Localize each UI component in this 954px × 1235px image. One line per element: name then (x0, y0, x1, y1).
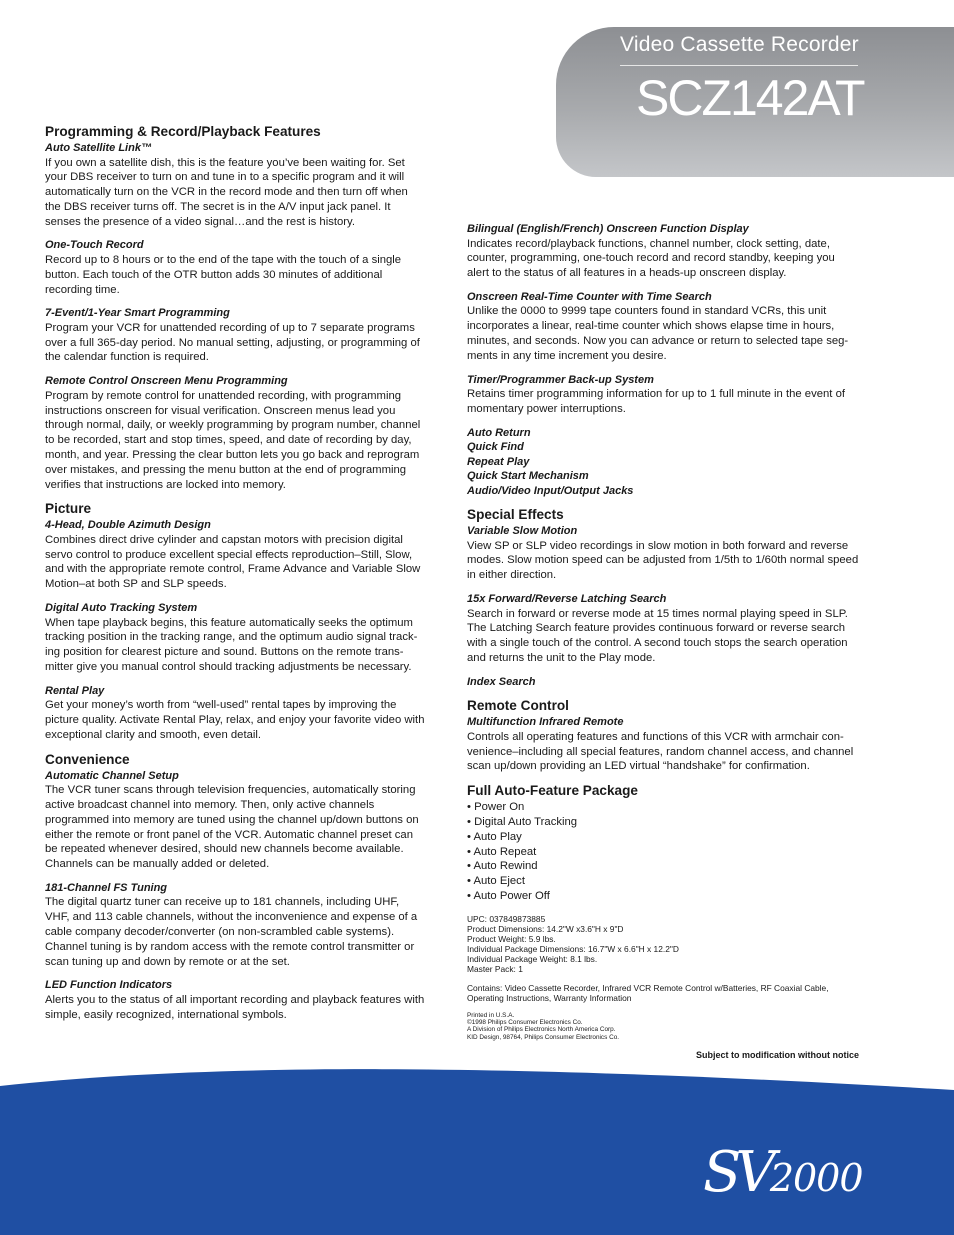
feature-text: The VCR tuner scans through television frequencies, automatically storing active broadcast channel into memory. Then, only active channels programmed into memory are tuned using the channel up/down buttons on either the remote or front panel of the VCR. Automatic channel preset can be repeated whenever desired, should new channels become available. Channels can be manually added or deleted. (45, 784, 419, 871)
feature-entry (45, 881, 425, 969)
list-item: • Auto Rewind (467, 860, 538, 873)
feature-entry (45, 374, 425, 492)
feature-title: Digital Auto Tracking System (45, 602, 198, 615)
feature-title-list (467, 426, 859, 499)
left-column (45, 124, 425, 1031)
print-credits (467, 1012, 859, 1041)
feature-title: Variable Slow Motion (467, 525, 578, 538)
product-category: Video Cassette Recorder (620, 33, 859, 56)
feature-title: Remote Control Onscreen Menu Programming (45, 375, 288, 388)
feature-title: Quick Start Mechanism (467, 470, 589, 483)
list-item: • Digital Auto Tracking (467, 815, 578, 828)
feature-entry (45, 518, 425, 592)
feature-title: Onscreen Real-Time Counter with Time Search (467, 290, 712, 303)
feature-title: Quick Find (467, 441, 524, 454)
feature-entry (467, 675, 859, 690)
feature-title: Rental Play (45, 684, 105, 697)
section-heading: Picture (45, 501, 92, 517)
feature-title: Multifunction Infrared Remote (467, 716, 624, 729)
list-item: • Auto Play (467, 830, 522, 843)
feature-entry (45, 769, 425, 872)
list-item: • Auto Eject (467, 875, 525, 888)
list-item: • Auto Repeat (467, 845, 537, 858)
product-badge (556, 27, 954, 177)
section-heading: Remote Control (467, 698, 569, 714)
feature-text: View SP or SLP video recordings in slow motion in both forward and reverse modes. Slow motion speed can be adjusted from 1/5th to 1/60th normal speed in either direction. (467, 539, 859, 582)
feature-title: Bilingual (English/French) Onscreen Function Display (467, 223, 749, 235)
feature-text: Program your VCR for unattended recording of up to 7 separate programs over a full 365-day period. No manual setting, adjusting, or programming of the calendar function is required. (45, 321, 420, 364)
feature-title: 4-Head, Double Azimuth Design (45, 519, 211, 532)
feature-title: Auto Satellite Link™ (45, 142, 152, 154)
modification-notice: Subject to modification without notice (696, 1049, 859, 1060)
package-feature-list (467, 800, 859, 904)
sv2000-logo (703, 1140, 863, 1205)
feature-text: Search in forward or reverse mode at 15 times normal playing speed in SLP. The Latching Search feature provides continuous forward or reverse search with a single touch of the control. A second touch stops the search operation and returns the unit to the Play mode. (467, 607, 848, 664)
feature-entry (467, 290, 859, 364)
credit-line: Printed in U.S.A. (467, 1011, 515, 1019)
right-column (467, 222, 859, 1063)
feature-text: The digital quartz tuner can receive up to 181 channels, including UHF, VHF, and 113 cable channels, without the inconvenience and expense of a cable company decoder/converter (on non-scrambled cable systems). Channel tuning is by random access with the remote control transmitter or scan tuning up and down by remote or at the set. (45, 896, 418, 968)
feature-text: Indicates record/playback functions, channel number, clock setting, date, counter, programming, one-touch record and record standby, keeping you alert to the status of all features in a heads-up onscreen display. (467, 237, 835, 280)
feature-title: Repeat Play (467, 455, 530, 468)
credit-line: A Division of Philips Electronics North America Corp. (467, 1026, 616, 1034)
feature-text: Controls all operating features and functions of this VCR with armchair con-venience–including all special features, random channel access, and channel scan up/down providing an LED virtual “handshake” for confirmation. (467, 730, 854, 773)
feature-title: Timer/Programmer Back-up System (467, 373, 654, 386)
package-contents: Contains: Video Cassette Recorder, Infrared VCR Remote Control w/Batteries, RF Coaxial Cable, Operating Instructions, Warranty Information (467, 982, 829, 1003)
feature-entry (45, 306, 425, 365)
feature-title: Auto Return (467, 426, 531, 439)
feature-entry (467, 373, 859, 417)
spec-line: Product Weight: 5.9 lbs. (467, 933, 556, 944)
model-number: SCZ142AT (636, 70, 864, 126)
logo-year: 2000 (769, 1156, 863, 1200)
section-heading: Full Auto-Feature Package (467, 783, 638, 799)
spec-line: Individual Package Weight: 8.1 lbs. (467, 953, 598, 964)
feature-title: Index Search (467, 675, 536, 688)
feature-entry (45, 978, 425, 1022)
feature-title: 7-Event/1-Year Smart Programming (45, 307, 230, 320)
section-heading: Programming & Record/Playback Features (45, 124, 321, 139)
spec-line: Master Pack: 1 (467, 963, 523, 974)
feature-entry (45, 141, 425, 229)
feature-text: Combines direct drive cylinder and capstan motors with precision digital servo control to produce excellent special effects reproduction–Still, Slow, and with the appropriate remote control, Frame Advance and Variable Slow Motion–at both SP and SLP speeds. (45, 533, 421, 591)
feature-title: Audio/Video Input/Output Jacks (467, 484, 634, 497)
feature-text: Record up to 8 hours or to the end of the tape with the touch of a single button. Each touch of the OTR button adds 30 minutes of additional recording time. (45, 253, 402, 296)
feature-entry (45, 601, 425, 675)
feature-text: Program by remote control for unattended recording, with programming instructions onscreen for visual verification. Onscreen menus lead you through normal, daily, or weekly programming by program number, channel to be recorded, start and stop times, speed, and date of recording by day, month, and year. Pressing the clear button lets you go back and reprogram over mistakes, and pressing the menu button at the end of programming verifies that instructions are locked into memory. (45, 389, 421, 491)
credit-line: KID Design, 98764, Philips Consumer Electronics Co. (467, 1033, 620, 1041)
feature-text: If you own a satellite dish, this is the feature you’ve been waiting for. Set your DBS receiver to turn on and tune in to a specific program and it will automatically turn on the VCR in the record mode and then turn off when the DBS receiver turns off. The secret is in the A/V input jack panel. It senses the presence of a video signal…and the rest is history. (45, 156, 408, 228)
spec-line: UPC: 037849873885 (467, 913, 546, 924)
feature-title: LED Function Indicators (45, 979, 173, 992)
logo-sv: SV (703, 1140, 770, 1205)
feature-title: 15x Forward/Reverse Latching Search (467, 593, 667, 606)
section-heading: Special Effects (467, 507, 564, 523)
credit-line: ©1998 Philips Consumer Electronics Co. (467, 1019, 583, 1027)
list-item: • Power On (467, 801, 525, 814)
feature-entry (45, 238, 425, 297)
feature-text: Unlike the 0000 to 9999 tape counters found in standard VCRs, this unit incorporates a linear, real-time counter which shows elapse time in hours, minutes, and seconds. Now you can advance or return to selected tape seg-ments in any time increment you desire. (467, 305, 849, 362)
list-item: • Auto Power Off (467, 889, 550, 902)
feature-entry (467, 524, 859, 583)
feature-text: Retains timer programming information for up to 1 full minute in the event of momentary power interruptions. (467, 388, 845, 415)
spec-line: Individual Package Dimensions: 16.7"W x 6.6"H x 12.2"D (467, 943, 679, 954)
feature-text: When tape playback begins, this feature automatically seeks the optimum tracking position in the tracking range, and the optimum audio signal track-ing position for clearest picture and sound. Buttons on the remote trans-mitter give you manual control should tracking adjustments be necessary. (45, 616, 418, 673)
product-specs (467, 914, 859, 974)
feature-title: Automatic Channel Setup (45, 769, 179, 782)
feature-entry (467, 715, 859, 774)
feature-title: 181-Channel FS Tuning (45, 881, 168, 894)
feature-title: One-Touch Record (45, 239, 144, 252)
section-heading: Convenience (45, 751, 130, 767)
badge-divider (620, 65, 858, 66)
feature-entry (45, 684, 425, 743)
feature-entry (467, 592, 859, 666)
feature-text: Alerts you to the status of all important recording and playback features with simple, easily recognized, international symbols. (45, 993, 425, 1021)
feature-entry (467, 222, 859, 281)
spec-line: Product Dimensions: 14.2"W x3.6"H x 9"D (467, 923, 624, 934)
feature-text: Get your money’s worth from “well-used” rental tapes by improving the picture quality. Activate Rental Play, relax, and enjoy your favorite video with exceptional clarity and smooth, even detail. (45, 699, 425, 741)
